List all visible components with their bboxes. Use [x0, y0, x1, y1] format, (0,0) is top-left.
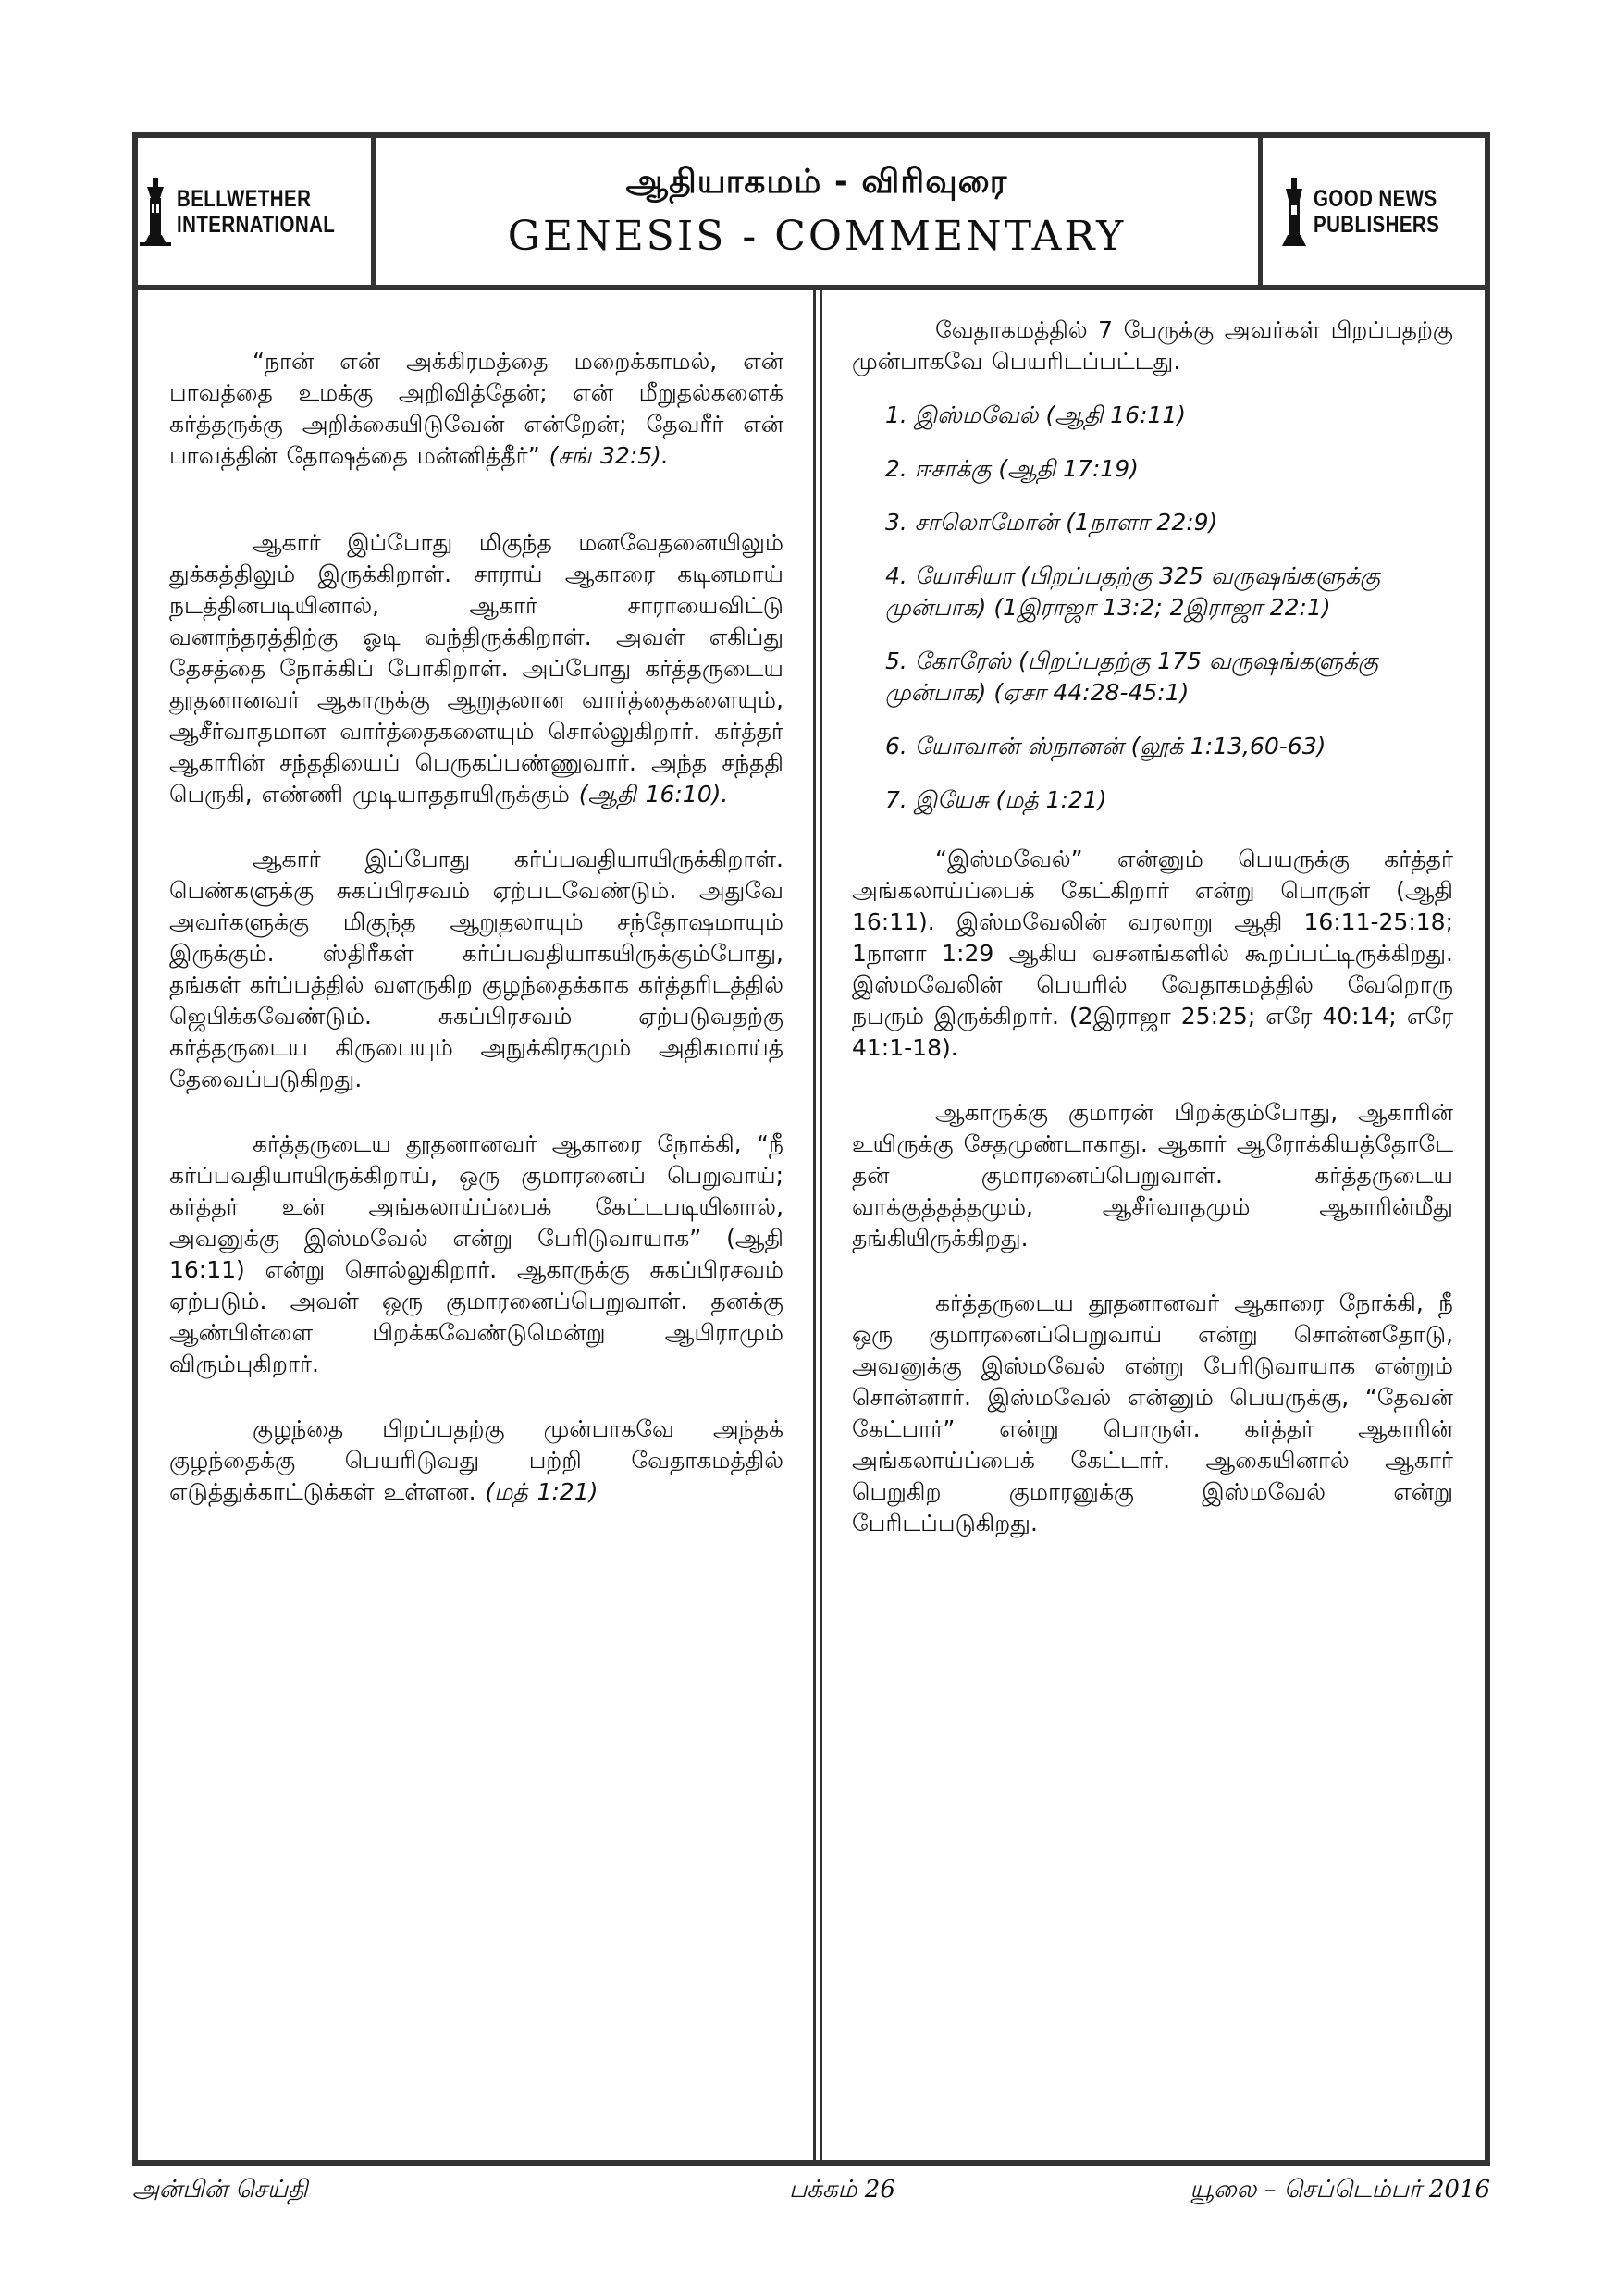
paragraph-text: ஆகார் இப்போது மிகுந்த மனவேதனையிலும் துக்கத்திலும் இருக்கிறாள். சாராய் ஆகாரை கடினமாய் நடத்தினபடியினால், ஆகார் சாராயைவிட்டு வனாந்தரத்திற்கு ஓடி வந்திருக்கிறாள். அவள் எகிப்து தேசத்தை நோக்கிப் போகிறாள். அப்போது கர்த்தருடைய தூதனானவர் ஆகாருக்கு ஆறுதலான வார்த்தைகளையும், ஆசீர்வாதமான வார்த்தைகளையும் சொல்லுகிறார். கர்த்தர் ஆகாரின் சந்ததியைப் பெருகப்பண்ணுவார். அந்த சந்ததி பெருகி, எண்ணி முடியாததாயிருக்கும் — [169, 529, 783, 808]
tamil-title: ஆதியாகமம் - விரிவுரை — [625, 163, 1008, 201]
logo-line1: GOOD NEWS — [1313, 185, 1437, 212]
list-item: 3. சாலொமோன் (1நாளா 22:9) — [885, 509, 1218, 536]
paragraph — [169, 1129, 783, 1380]
paragraph-text: கர்த்தருடைய தூதனானவர் ஆகாரை நோக்கி, “நீ கர்ப்பவதியாயிருக்கிறாய், ஒரு குமாரனைப் பெறுவாய்; கர்த்தர் உன் அங்கலாய்ப்பைக் கேட்டபடியினால், அவனுக்கு இஸ்மவேல் என்று பேரிடுவாயாக” (ஆதி 16:11) என்று சொல்லுகிறார். ஆகாருக்கு சுகப்பிரசவம் ஏற்படும். அவள் ஒரு குமாரனைப்பெறுவாள். தனக்கு ஆண்பிள்ளை பிறக்கவேண்டுமென்று ஆபிராமும் விரும்புகிறார். — [169, 1130, 783, 1377]
logo-line2: PUBLISHERS — [1313, 211, 1440, 238]
paragraph — [169, 527, 783, 810]
paragraph — [169, 844, 783, 1095]
scripture-reference: (மத் 1:21) — [485, 1478, 598, 1505]
right-column — [820, 290, 1485, 2160]
logo-line1: BELLWETHER — [176, 185, 311, 212]
tower-icon — [1280, 178, 1308, 246]
paragraph: ஆகாருக்கு குமாரன் பிறக்கும்போது, ஆகாரின் உயிருக்கு சேதமுண்டாகாது. ஆகார் ஆரோக்கியத்தோடே தன் குமாரனைப்பெறுவாள். கர்த்தருடைய வாக்குத்தத்தமும், ஆசீர்வாதமும் ஆகாரின்மீது தங்கியிருக்கிறது. — [852, 1099, 1453, 1252]
english-title: GENESIS - COMMENTARY — [507, 213, 1127, 260]
named-before-birth-list — [852, 400, 1453, 816]
list-item: 2. ஈசாக்கு (ஆதி 17:19) — [885, 455, 1139, 482]
page-frame — [132, 132, 1490, 2166]
list-item: 1. இஸ்மவேல் (ஆதி 16:11) — [885, 401, 1187, 428]
magazine-name: அன்பின் செய்தி — [132, 2176, 308, 2203]
list-item: 7. இயேசு (மத் 1:21) — [885, 786, 1107, 813]
scripture-reference: (ஆதி 16:10). — [578, 781, 729, 808]
intro-paragraph: வேதாகமத்தில் 7 பேருக்கு அவர்கள் பிறப்பதற்கு முன்பாகவே பெயரிடப்பட்டது. — [852, 316, 1453, 375]
page-footer — [132, 2176, 1490, 2222]
paragraph — [169, 1413, 783, 1508]
title-box — [376, 138, 1258, 285]
paragraph — [169, 346, 783, 472]
header — [138, 138, 1485, 290]
body-area — [138, 290, 1485, 2160]
left-column — [138, 290, 815, 2160]
good-news-logo — [1258, 138, 1485, 285]
list-item: 4. யோசியா (பிறப்பதற்கு 325 வருஷங்களுக்கு முன்பாக) (1இராஜா 13:2; 2இராஜா 22:1) — [885, 562, 1381, 621]
paragraph: கர்த்தருடைய தூதனானவர் ஆகாரை நோக்கி, நீ ஒரு குமாரனைப்பெறுவாய் என்று சொன்னதோடு, அவனுக்கு இஸ்மவேல் என்று பேரிடுவாயாக என்றும் சொன்னார். இஸ்மவேல் என்னும் பெயருக்கு, “தேவன் கேட்பார்” என்று பொருள். கர்த்தர் ஆகாரின் அங்கலாய்ப்பைக் கேட்டார். ஆகையினால் ஆகார் பெறுகிற குமாரனுக்கு இஸ்மவேல் என்று பேரிடப்படுகிறது. — [852, 1290, 1453, 1537]
scripture-reference: (சங் 32:5). — [549, 442, 669, 469]
bell-tower-icon — [140, 178, 171, 246]
issue-date: யூலை – செப்டெம்பர் 2016 — [1190, 2176, 1490, 2203]
list-item: 6. யோவான் ஸ்நானன் (லூக் 1:13,60-63) — [885, 733, 1326, 759]
paragraph-text: குழந்தை பிறப்பதற்கு முன்பாகவே அந்தக் குழந்தைக்கு பெயரிடுவது பற்றி வேதாகமத்தில் எடுத்துக்காட்டுக்கள் உள்ளன. — [169, 1415, 783, 1505]
bellwether-logo — [138, 138, 376, 285]
paragraph-text: “நான் என் அக்கிரமத்தை மறைக்காமல், என் பாவத்தை உமக்கு அறிவித்தேன்; என் மீறுதல்களைக் கர்த்தருக்கு அறிக்கையிடுவேன் என்றேன்; தேவரீர் என் பாவத்தின் தோஷத்தை மன்னித்தீர்” — [169, 348, 783, 469]
paragraph: “இஸ்மவேல்” என்னும் பெயருக்கு கர்த்தர் அங்கலாய்ப்பைக் கேட்கிறார் என்று பொருள் (ஆதி 16:11). இஸ்மவேலின் வரலாறு ஆதி 16:11-25:18; 1நாளா 1:29 ஆகிய வசனங்களில் கூறப்பட்டிருக்கிறது. இஸ்மவேலின் பெயரில் வேதாகமத்தில் வேறொரு நபரும் இருக்கிறார். (2இராஜா 25:25; எரே 40:14; எரே 41:1-18). — [852, 846, 1453, 1061]
logo-line2: INTERNATIONAL — [176, 211, 335, 238]
list-item: 5. கோரேஸ் (பிறப்பதற்கு 175 வருஷங்களுக்கு முன்பாக) (ஏசா 44:28-45:1) — [885, 648, 1379, 706]
page-number: பக்கம் 26 — [789, 2176, 895, 2203]
paragraph-text: ஆகார் இப்போது கர்ப்பவதியாயிருக்கிறாள். பெண்களுக்கு சுகப்பிரசவம் ஏற்படவேண்டும். அதுவே அவர்களுக்கு மிகுந்த ஆறுதலாயும் சந்தோஷமாயும் இருக்கும். ஸ்திரீகள் கர்ப்பவதியாகயிருக்கும்போது, தங்கள் கர்ப்பத்தில் வளருகிற குழந்தைக்காக கர்த்தரிடத்தில் ஜெபிக்கவேண்டும். சுகப்பிரசவம் ஏற்படுவதற்கு கர்த்தருடைய கிருபையும் அநுக்கிரகமும் அதிகமாய்த் தேவைப்படுகிறது. — [169, 846, 783, 1092]
